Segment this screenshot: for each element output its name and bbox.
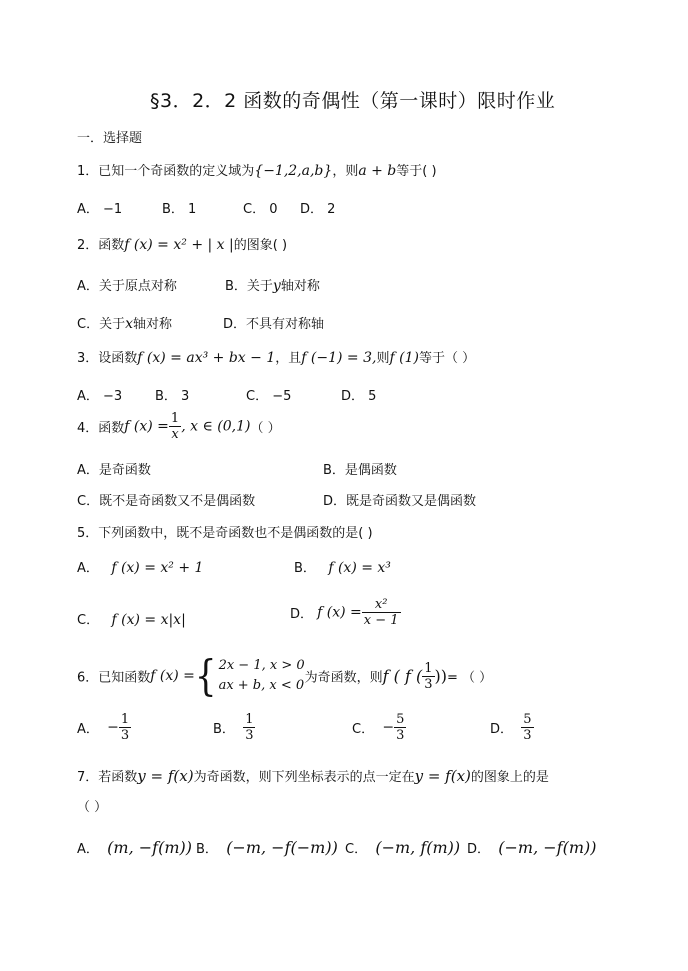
q6-b-den: 3 (245, 728, 254, 743)
q5-b-math: f (x) = x³ (328, 560, 391, 576)
q6-option-a (77, 712, 131, 743)
q5-d-fraction (362, 597, 401, 628)
q7-b-math: (−m, −f(−m)) (226, 838, 338, 857)
q7-c-label: C． (345, 842, 368, 857)
q6-b-fraction (243, 712, 255, 743)
q6-comp-num: 1 (424, 660, 433, 676)
q6-c-label: C． (352, 722, 375, 737)
q1-option-b: B． 1 (162, 202, 197, 217)
q2-option-b (225, 275, 320, 294)
q3-option-c: C． −5 (246, 389, 292, 404)
q2-option-d: D．不具有对称轴 (223, 317, 325, 332)
q7-c-math: (−m, f(m)) (375, 838, 461, 857)
q6-a-fraction (119, 712, 131, 743)
q7-d-math: (−m, −f(m)) (498, 838, 597, 857)
q5-d-num: x² (374, 597, 388, 612)
q7-tail-text: 的图象上的是 (470, 770, 549, 785)
q3-target-math: f (1) (389, 350, 419, 366)
q5-c-label: C． (77, 613, 100, 628)
q6-comp-den: 3 (424, 676, 433, 692)
q7-paren: （ ） (77, 800, 108, 815)
q5-option-b (294, 557, 391, 576)
q3-tail-text: 等于（ ） (418, 351, 476, 366)
q4-stem-text: 4．函数 (77, 421, 125, 436)
q6-comp-pre: f ( f ( (382, 666, 423, 686)
q2-b-post: 轴对称 (280, 279, 320, 294)
q2-tail-text: 的图象( ) (233, 238, 288, 253)
q2-function-math: f (x) = x² + | x | (124, 237, 234, 253)
q3-option-b: B． 3 (155, 389, 190, 404)
q2-option-a: A．关于原点对称 (77, 279, 177, 294)
q7-a-math: (m, −f(m)) (107, 838, 192, 857)
q6-brace: { (194, 651, 217, 701)
q6-a-label: A． (77, 722, 99, 737)
q1-sum-math: a + b (358, 163, 397, 179)
q4-tail-text: （ ） (250, 421, 281, 436)
q4-lhs-math: f (x) = (124, 418, 169, 435)
q3-stem-text: 3．设函数 (77, 351, 138, 366)
q6-d-num: 5 (523, 712, 532, 727)
q7-option-b (196, 838, 338, 857)
q6-b-label: B． (213, 722, 235, 737)
q6-option-b (213, 712, 255, 743)
q5-option-c (77, 609, 186, 628)
q7-mid-text: 为奇函数，则下列坐标表示的点一定在 (193, 770, 415, 785)
q6-cases (219, 656, 305, 696)
q6-a-den: 3 (120, 728, 130, 743)
q3-option-d: D． 5 (341, 389, 377, 404)
q4-option-b: B．是偶函数 (323, 463, 397, 478)
q4-option-c: C．既不是奇函数又不是偶函数 (77, 494, 256, 509)
q6-c-num: 5 (396, 712, 405, 727)
q6-c-sign: − (382, 719, 395, 736)
page-title: §3．2．2 函数的奇偶性（第一课时）限时作业 (150, 90, 556, 112)
q4-fraction (169, 411, 181, 442)
question-4-stem (77, 411, 281, 442)
q3-condition-math: f (−1) = 3, (301, 350, 377, 366)
q6-comp-post: )) (434, 666, 447, 686)
question-3-stem (77, 347, 475, 366)
q5-c-math: f (x) = x|x| (111, 612, 186, 628)
q6-mid-text: 为奇函数，则 (304, 670, 383, 686)
q1-option-c: C． 0 (243, 202, 278, 217)
q7-a-label: A． (77, 842, 99, 857)
q1-option-a: A． −1 (77, 202, 123, 217)
q5-d-label: D． (290, 607, 314, 622)
q6-a-num: 1 (120, 712, 130, 727)
q1-option-d: D． 2 (300, 202, 336, 217)
q6-case-1: 2x − 1, x > 0 (218, 658, 305, 673)
q6-b-num: 1 (245, 712, 254, 727)
q4-option-a: A．是奇函数 (77, 463, 151, 478)
q2-b-pre: B．关于 (225, 279, 273, 294)
q7-option-d (467, 838, 597, 857)
q5-option-a (77, 557, 203, 576)
q6-c-fraction (394, 712, 406, 743)
q5-b-label: B． (294, 561, 316, 576)
q7-function-math: y = f(x) (137, 767, 194, 785)
q1-stem-text: 1．已知一个奇函数的定义域为 (77, 164, 255, 179)
q7-option-c (345, 838, 460, 857)
q6-comp-fraction (422, 661, 434, 692)
q3-mid2-text: 则 (376, 351, 390, 366)
q1-tail2-text: 等于( ) (396, 164, 437, 179)
q6-case-2: ax + b, x < 0 (218, 678, 305, 693)
q1-domain-math: {−1,2,a,b} (254, 163, 333, 179)
q2-option-c (77, 313, 172, 332)
q6-a-sign: − (107, 719, 119, 736)
q7-b-label: B． (196, 842, 218, 857)
q4-frac-den: x (171, 427, 179, 442)
q4-frac-num: 1 (170, 411, 180, 426)
question-2-stem (77, 234, 287, 253)
q6-piecewise (194, 651, 305, 701)
q2-b-var: y (272, 278, 281, 294)
q7-function-math-2: y = f(x) (414, 767, 471, 785)
q6-d-label: D． (490, 722, 514, 737)
q6-stem-text: 6．已知函数 (77, 670, 151, 686)
q6-d-fraction (521, 712, 533, 743)
q2-c-var: x (125, 316, 133, 332)
q6-lhs-math: f (x) = (150, 668, 195, 684)
q3-mid-text: ，且 (275, 351, 302, 366)
q5-d-lhs: f (x) = (317, 604, 362, 621)
q4-option-d: D．既是奇函数又是偶函数 (323, 494, 477, 509)
q6-option-d (490, 712, 534, 743)
q5-a-math: f (x) = x² + 1 (111, 560, 204, 576)
question-1-stem (77, 160, 437, 179)
q2-c-post: 轴对称 (132, 317, 172, 332)
q5-option-d (290, 597, 401, 628)
q7-option-a (77, 838, 192, 857)
question-5-stem: 5．下列函数中，既不是奇函数也不是偶函数的是( ) (77, 526, 373, 541)
q4-rhs-math: , x ∈ (0,1) (181, 418, 251, 435)
question-6-stem (77, 651, 493, 701)
q2-stem-text: 2．函数 (77, 238, 125, 253)
q1-tail-text: ，则 (332, 164, 359, 179)
q6-tail-text: = （ ） (447, 670, 493, 686)
q2-c-pre: C．关于 (77, 317, 126, 332)
q7-d-label: D． (467, 842, 491, 857)
section-heading: 一．选择题 (77, 131, 143, 146)
q6-d-den: 3 (523, 728, 532, 743)
q3-function-math: f (x) = ax³ + bx − 1 (137, 350, 276, 366)
q3-option-a: A． −3 (77, 389, 123, 404)
q7-stem-text: 7．若函数 (77, 770, 138, 785)
q6-c-den: 3 (396, 728, 405, 743)
q5-d-den: x − 1 (363, 613, 399, 628)
question-7-stem (77, 766, 549, 785)
q6-option-c (352, 712, 406, 743)
q5-a-label: A． (77, 561, 99, 576)
